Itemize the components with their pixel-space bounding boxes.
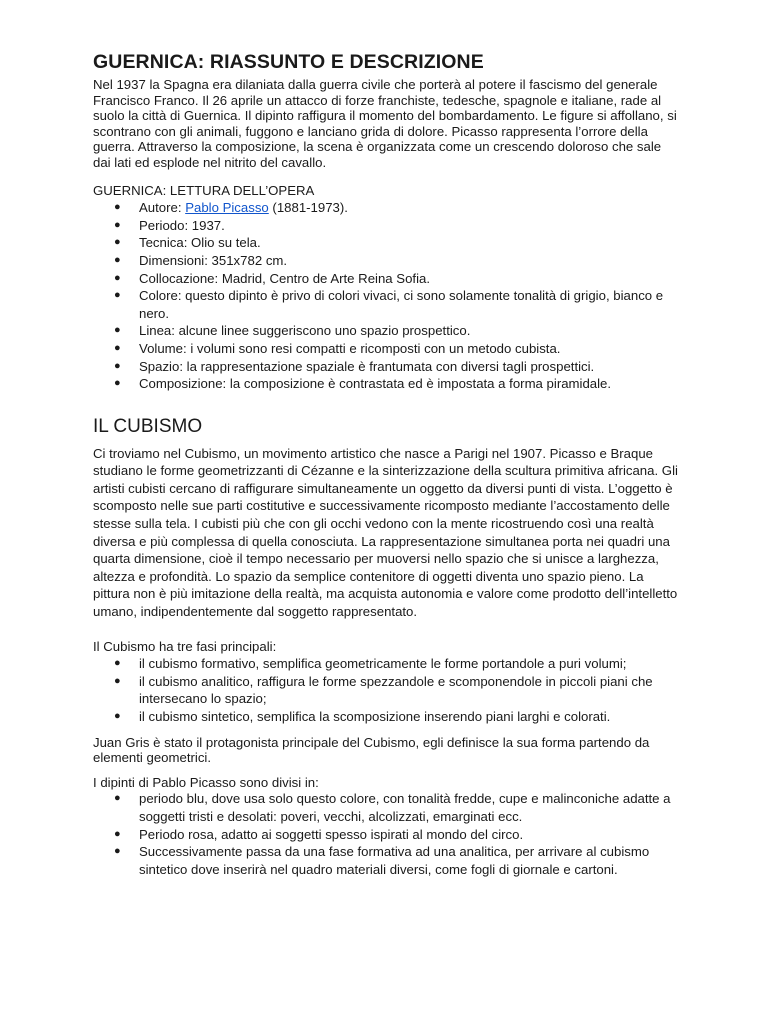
bullet-icon: ● xyxy=(114,359,121,372)
intro-paragraph: Nel 1937 la Spagna era dilaniata dalla guerra civile che porterà al potere il fascismo del generale Francisco Franco. Il 26 aprile un attacco di forze franchiste, tedesche, spagnole e italiane, rade al suolo la città di Guernica. Il dipinto raffigura il momento del bombardamento. Le figure si affollano, si scontrano con gli animali, fuggono e lanciano grida di dolore. Picasso rappresenta l’orrore della guerra. Attraverso la composizione, la scena è organizzata come un crescendo doloroso che sale dai lati ed esplode nel nitrito del cavallo. xyxy=(93,77,677,170)
page-title: GUERNICA: RIASSUNTO E DESCRIZIONE xyxy=(93,51,484,73)
list-item-text: Periodo rosa, adatto ai soggetti spesso ispirati al mondo del circo. xyxy=(139,826,524,842)
list-item xyxy=(93,843,678,878)
list-item xyxy=(93,234,678,252)
list-item-text: Collocazione: Madrid, Centro de Arte Reina Sofia. xyxy=(139,270,431,286)
paragraph-gap xyxy=(93,726,678,735)
bullet-icon: ● xyxy=(114,377,121,390)
bullet-icon: ● xyxy=(114,341,121,354)
bullet-icon: ● xyxy=(114,710,121,722)
list-item xyxy=(93,358,678,376)
list-item-text: Volume: i volumi sono resi compatti e ricomposti con un metodo cubista. xyxy=(139,340,561,356)
pablo-picasso-link[interactable]: Pablo Picasso xyxy=(185,200,269,216)
bullet-icon: ● xyxy=(114,827,121,840)
list-item xyxy=(93,340,678,358)
bullet-icon: ● xyxy=(114,201,121,214)
list-item-text: Colore: questo dipinto è privo di colori vivaci, ci sono solamente tonalità di grigio, bianco e nero. xyxy=(139,288,664,321)
list-item-text: Periodo: 1937. xyxy=(139,217,225,233)
list-item xyxy=(93,322,678,340)
lettura-list xyxy=(93,199,678,393)
list-item-text: Spazio: la rappresentazione spaziale è frantumata con diversi tagli prospettici. xyxy=(139,358,595,374)
list-item-text: periodo blu, dove usa solo questo colore, con tonalità fredde, cupe e malinconiche adatte a soggetti tristi e desolati: poveri, vecchi, alcolizzati, emarginati ecc. xyxy=(139,791,671,824)
gris-paragraph: Juan Gris è stato il protagonista principale del Cubismo, egli definisce la sua forma partendo da elementi geometrici. xyxy=(93,734,650,766)
list-item xyxy=(93,252,678,270)
bullet-icon: ● xyxy=(114,289,121,302)
periodi-list xyxy=(93,790,678,878)
list-item xyxy=(93,287,678,322)
list-item xyxy=(93,790,678,825)
bullet-icon: ● xyxy=(114,218,121,231)
fasi-list xyxy=(93,655,678,725)
fasi-intro: Il Cubismo ha tre fasi principali: xyxy=(93,638,277,654)
bullet-icon: ● xyxy=(114,845,121,858)
list-item xyxy=(93,826,678,844)
list-item xyxy=(93,375,678,393)
list-item xyxy=(93,270,678,288)
bullet-icon: ● xyxy=(114,792,121,805)
autore-prefix: Autore: xyxy=(139,200,186,216)
list-item-text: il cubismo formativo, semplifica geometricamente le forme portandole a puri volumi; xyxy=(139,656,627,672)
list-item-text: il cubismo sintetico, semplifica la scomposizione inserendo piani larghi e colorati. xyxy=(139,709,611,724)
bullet-icon: ● xyxy=(114,271,121,284)
dipinti-intro: I dipinti di Pablo Picasso sono divisi in: xyxy=(93,774,319,790)
bullet-icon: ● xyxy=(114,324,121,337)
list-item xyxy=(93,655,678,673)
list-item-text: Tecnica: Olio su tela. xyxy=(139,235,261,251)
list-item-text: il cubismo analitico, raffigura le forme spezzandole e scomponendole in piccoli piani che intersecano lo spazio; xyxy=(139,673,653,707)
cubismo-heading: IL CUBISMO xyxy=(93,415,203,437)
list-item xyxy=(93,199,678,217)
autore-suffix: (1881-1973). xyxy=(268,200,348,216)
list-item xyxy=(93,673,678,708)
cubismo-paragraph: Ci troviamo nel Cubismo, un movimento artistico che nasce a Parigi nel 1907. Picasso e Braque studiano le forme geometrizzanti di Cézanne e la sinterizzazione della scultura primitiva africana. Gli artisti cubisti cercano di raffigurare simultaneamente un oggetto da diversi punti di vista. L’oggetto è scomposto nelle sue parti costitutive e successivamente ricomposto mediante l’accostamento delle stesse sulla tela. I cubisti più che con gli occhi vedono con la mente ricostruendo così una realtà diversa e più complessa di quella conosciuta. La rappresentazione simultanea porta nei quadri una quarta dimensione, cioè il tempo necessario per muoversi nello spazio che si unisce a larghezza, altezza e profondità. Lo spazio da semplice contenitore di oggetti diventa uno spazio pieno. La pittura non è più imitazione della realtà, ma acquista autonomia e valore come prodotto dell’intelletto umano, indipendentemente dal soggetto rappresentato. xyxy=(93,445,678,620)
bullet-icon: ● xyxy=(114,674,121,687)
list-item-text: Linea: alcune linee suggeriscono uno spazio prospettico. xyxy=(139,323,471,339)
lettura-heading: GUERNICA: LETTURA DELL’OPERA xyxy=(93,182,315,198)
list-item-text: Successivamente passa da una fase formativa ad una analitica, per arrivare al cubismo sintetico dove inserirà nel quadro materiali diversi, come fogli di giornale e cartoni. xyxy=(139,844,650,877)
list-item-text: Composizione: la composizione è contrastata ed è impostata a forma piramidale. xyxy=(139,376,612,392)
list-item-text: Dimensioni: 351x782 cm. xyxy=(139,252,288,268)
bullet-icon: ● xyxy=(114,657,121,670)
list-item xyxy=(93,708,678,726)
bullet-icon: ● xyxy=(114,253,121,266)
paragraph-gap xyxy=(93,766,678,775)
bullet-icon: ● xyxy=(114,236,121,249)
empty-line xyxy=(93,621,678,638)
list-item xyxy=(93,217,678,235)
